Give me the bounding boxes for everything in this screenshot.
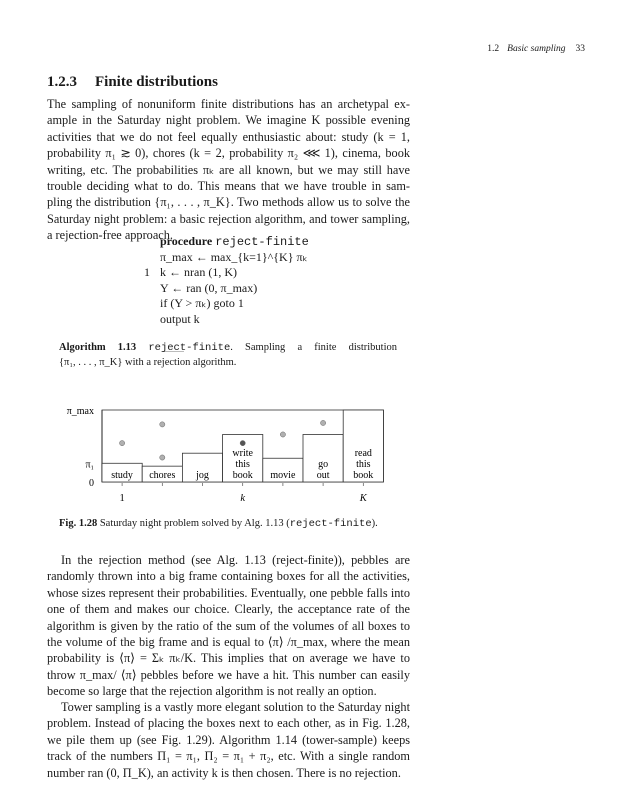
caption-text: . Sampling a finite distribution: [230, 342, 397, 353]
text-line: whose sizes represent their probabilities. Eventually, one pebble falls into: [47, 585, 410, 600]
activity-label: chores: [149, 470, 176, 481]
text-line: a rejection-free approach.: [47, 228, 173, 243]
text-line: Tower sampling is a vastly more elegant solution to the Saturday night: [61, 700, 410, 714]
caption-label: Algorithm 1.13: [59, 342, 137, 353]
paragraph-rejection: [47, 552, 410, 700]
algorithm-line: [160, 296, 309, 312]
text-line: Saturday night problem: a basic rejection algorithm, and tower sampling,: [47, 211, 410, 226]
procedure-name: reject-finite: [215, 235, 309, 249]
activity-label: go out: [316, 459, 330, 481]
caption-text: {π₁, . . . , π_K} with a rejection algorithm.: [59, 357, 237, 368]
caption-code: reject-finite: [148, 342, 231, 354]
figure-caption-text: Saturday night problem solved by Alg. 1.13 (: [99, 518, 290, 529]
rejected-pebble: [321, 420, 326, 425]
text-line: trouble deciding what to do. This means that we have trouble in sam-: [47, 178, 410, 193]
algorithm-line: [144, 265, 309, 281]
line-number: 1: [144, 265, 150, 279]
accepted-pebble: [240, 441, 245, 446]
algorithm-statement: if (Υ > πₖ) goto 1: [160, 296, 244, 310]
section-title: Finite distributions: [95, 74, 218, 90]
figure-saturday-night: [0, 395, 631, 510]
procedure-keyword: procedure: [160, 234, 213, 248]
rejected-pebble: [120, 441, 125, 446]
algorithm-box: [144, 234, 309, 327]
header-section-number: 1.2: [487, 44, 500, 54]
text-line: track of the numbers Π₁ = π₁, Π₂ = π₁ + π₂, etc. With a single random: [47, 749, 410, 764]
text-line: become so large that the rejection algorithm is not really an option.: [47, 684, 377, 699]
text-line: probability is ⟨π⟩ = Σₖ πₖ/K. This implies that on average we have to: [47, 651, 410, 666]
text-line: randomly thrown into a big frame containing boxes for all the activities,: [47, 569, 410, 584]
text-line: one of them and makes our choice. Clearly, the acceptance rate of the: [47, 602, 410, 617]
text-line: pling the distribution {π₁, . . . , π_K}. Two methods allow us to solve the: [47, 195, 410, 210]
text-line: The sampling of nonuniform finite distributions has an archetypal ex-: [47, 97, 410, 111]
y-tick-label: π_max: [66, 406, 94, 417]
paragraph-tower: [47, 699, 410, 781]
activity-label: write this book: [232, 448, 253, 481]
figure-caption-code: reject-finite: [289, 518, 372, 530]
section-heading: [47, 74, 236, 91]
activity-label: read this book: [353, 448, 374, 481]
text-line: problem. Instead of placing the boxes next to each other, as in Fig. 1.28,: [47, 716, 410, 731]
section-number: 1.2.3: [47, 74, 77, 90]
paragraph-intro: [47, 96, 410, 244]
text-line: algorithm is given by the ratio of the sum of the volumes of all boxes to: [47, 618, 410, 633]
text-line: number ran (0, Π_K), an activity k is then chosen. There is no rejection.: [47, 765, 401, 780]
rejected-pebble: [160, 455, 165, 460]
figure-caption: [59, 518, 459, 530]
activity-label: movie: [270, 470, 296, 481]
text-line: the volume of the big frame and is equal to ⟨π⟩ /π_max, where the mean: [47, 634, 410, 649]
running-header: [487, 44, 585, 54]
figure-caption-end: ).: [371, 518, 378, 529]
algorithm-statement: Υ ← ran (0, π_max): [160, 280, 258, 295]
x-tick-label: k: [240, 493, 246, 504]
text-line: ample in the Saturday night problem. We imagine K possible evening: [47, 113, 410, 128]
algorithm-statement: π_max ← max_{k=1}^{K} πₖ: [160, 249, 308, 264]
activity-label: study: [111, 470, 133, 481]
page-number: 33: [575, 44, 585, 54]
activity-label: jog: [196, 470, 209, 481]
algorithm-line: [160, 312, 309, 328]
text-line: writing, etc. The probabilities πₖ are all known, but we may still have: [47, 162, 410, 177]
algorithm-statement: k ← nran (1, K): [160, 265, 237, 279]
algorithm-line: [160, 250, 309, 266]
figure-label: Fig. 1.28: [59, 518, 98, 529]
text-line: we pile them up (see Fig. 1.29). Algorithm 1.14 (tower-sample) keeps: [47, 732, 410, 747]
algorithm-statement: output k: [160, 311, 200, 326]
y-tick-label: 0: [89, 478, 94, 489]
x-tick-label: 1: [119, 493, 125, 504]
y-tick-label: π₁: [85, 459, 94, 471]
rejected-pebble: [280, 432, 285, 437]
text-line: In the rejection method (see Alg. 1.13 (reject-finite)), pebbles are: [61, 553, 410, 567]
rejected-pebble: [160, 422, 165, 427]
text-line: probability π₁ ≳ 0), chores (k = 2, probability π₂ ⋘ 1), cinema, book: [47, 146, 410, 161]
text-line: activities that we do not feel equally enthusiastic about: study (k = 1,: [47, 129, 410, 144]
algorithm-caption: [59, 340, 397, 370]
algorithm-line: [160, 281, 309, 297]
header-title: Basic sampling: [507, 44, 566, 54]
x-tick-label: K: [359, 493, 367, 504]
text-line: throw π_max/ ⟨π⟩ pebbles before we have a hit. This number can easily: [47, 667, 410, 682]
